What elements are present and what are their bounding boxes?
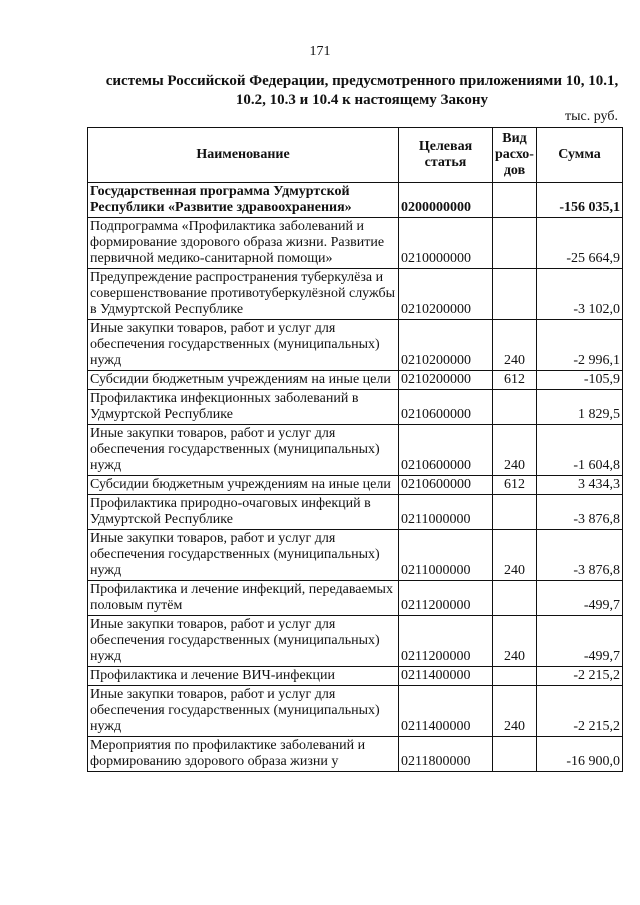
cell-amount: -156 035,1 [537, 183, 623, 218]
cell-type [493, 183, 537, 218]
table-row [88, 320, 623, 371]
cell-type [493, 269, 537, 320]
cell-amount: -3 876,8 [537, 495, 623, 530]
cell-name: Подпрограмма «Профилактика заболеваний и формирование здорового образа жизни. Развитие первичной медико-санитарной помощи» [88, 218, 399, 269]
cell-name: Иные закупки товаров, работ и услуг для обеспечения государственных (муниципальных) нужд [88, 686, 399, 737]
cell-type: 240 [493, 320, 537, 371]
cell-amount: -3 102,0 [537, 269, 623, 320]
cell-code: 0210600000 [399, 390, 493, 425]
cell-code: 0210200000 [399, 371, 493, 390]
cell-amount: -2 215,2 [537, 686, 623, 737]
cell-name: Субсидии бюджетным учреждениям на иные цели [88, 476, 399, 495]
heading-line-2: 10.2, 10.3 и 10.4 к настоящему Закону [235, 92, 489, 108]
table-row [88, 530, 623, 581]
cell-name: Иные закупки товаров, работ и услуг для обеспечения государственных (муниципальных) нужд [88, 530, 399, 581]
cell-name: Профилактика и лечение инфекций, передаваемых половым путём [88, 581, 399, 616]
header-name: Наименование [88, 128, 399, 183]
cell-name: Иные закупки товаров, работ и услуг для обеспечения государственных (муниципальных) нужд [88, 320, 399, 371]
table-row [88, 183, 623, 218]
cell-code: 0210200000 [399, 269, 493, 320]
document-heading [88, 72, 636, 110]
cell-type [493, 390, 537, 425]
cell-amount: 1 829,5 [537, 390, 623, 425]
cell-name: Мероприятия по профилактике заболеваний и формированию здорового образа жизни у [88, 737, 399, 772]
cell-type [493, 667, 537, 686]
cell-name: Предупреждение распространения туберкулёза и совершенствование противотуберкулёзной службы в Удмуртской Республике [88, 269, 399, 320]
cell-name: Иные закупки товаров, работ и услуг для обеспечения государственных (муниципальных) нужд [88, 425, 399, 476]
cell-code: 0211800000 [399, 737, 493, 772]
table-row [88, 686, 623, 737]
table-row [88, 269, 623, 320]
table-header-row [88, 128, 623, 183]
table-row [88, 390, 623, 425]
table-row [88, 581, 623, 616]
table-body [88, 183, 623, 772]
cell-type: 612 [493, 371, 537, 390]
table-row [88, 616, 623, 667]
budget-table [87, 127, 623, 772]
cell-code: 0211400000 [399, 686, 493, 737]
cell-type [493, 737, 537, 772]
cell-amount: -2 215,2 [537, 667, 623, 686]
cell-amount: -499,7 [537, 581, 623, 616]
cell-code: 0211400000 [399, 667, 493, 686]
table-row [88, 495, 623, 530]
header-code: Целевая статья [399, 128, 493, 183]
page-number: 171 [309, 44, 331, 59]
cell-code: 0210600000 [399, 425, 493, 476]
table-row [88, 667, 623, 686]
cell-type [493, 495, 537, 530]
header-amount: Сумма [537, 128, 623, 183]
cell-amount: -499,7 [537, 616, 623, 667]
cell-name: Профилактика инфекционных заболеваний в Удмуртской Республике [88, 390, 399, 425]
cell-amount: 3 434,3 [537, 476, 623, 495]
cell-amount: -25 664,9 [537, 218, 623, 269]
cell-amount: -3 876,8 [537, 530, 623, 581]
cell-code: 0211000000 [399, 495, 493, 530]
cell-name: Субсидии бюджетным учреждениям на иные цели [88, 371, 399, 390]
cell-amount: -1 604,8 [537, 425, 623, 476]
units-label: тыс. руб. [565, 109, 618, 124]
cell-type: 240 [493, 425, 537, 476]
cell-amount: -105,9 [537, 371, 623, 390]
cell-amount: -16 900,0 [537, 737, 623, 772]
cell-name: Государственная программа Удмуртской Республики «Развитие здравоохранения» [88, 183, 399, 218]
cell-code: 0210600000 [399, 476, 493, 495]
table-row [88, 371, 623, 390]
table-row [88, 476, 623, 495]
heading-line-1: системы Российской Федерации, предусмотренного приложениями 10, 10.1, [105, 73, 619, 89]
cell-type [493, 218, 537, 269]
cell-type: 612 [493, 476, 537, 495]
cell-type [493, 581, 537, 616]
cell-name: Профилактика и лечение ВИЧ-инфекции [88, 667, 399, 686]
cell-type: 240 [493, 530, 537, 581]
cell-name: Профилактика природно-очаговых инфекций в Удмуртской Республике [88, 495, 399, 530]
cell-code: 0210200000 [399, 320, 493, 371]
table-row [88, 737, 623, 772]
cell-code: 0211000000 [399, 530, 493, 581]
cell-type: 240 [493, 616, 537, 667]
cell-type: 240 [493, 686, 537, 737]
cell-code: 0210000000 [399, 218, 493, 269]
cell-amount: -2 996,1 [537, 320, 623, 371]
cell-name: Иные закупки товаров, работ и услуг для обеспечения государственных (муниципальных) нужд [88, 616, 399, 667]
table-row [88, 218, 623, 269]
cell-code: 0211200000 [399, 616, 493, 667]
header-type: Вид расхо-дов [493, 128, 537, 183]
table-row [88, 425, 623, 476]
cell-code: 0200000000 [399, 183, 493, 218]
cell-code: 0211200000 [399, 581, 493, 616]
